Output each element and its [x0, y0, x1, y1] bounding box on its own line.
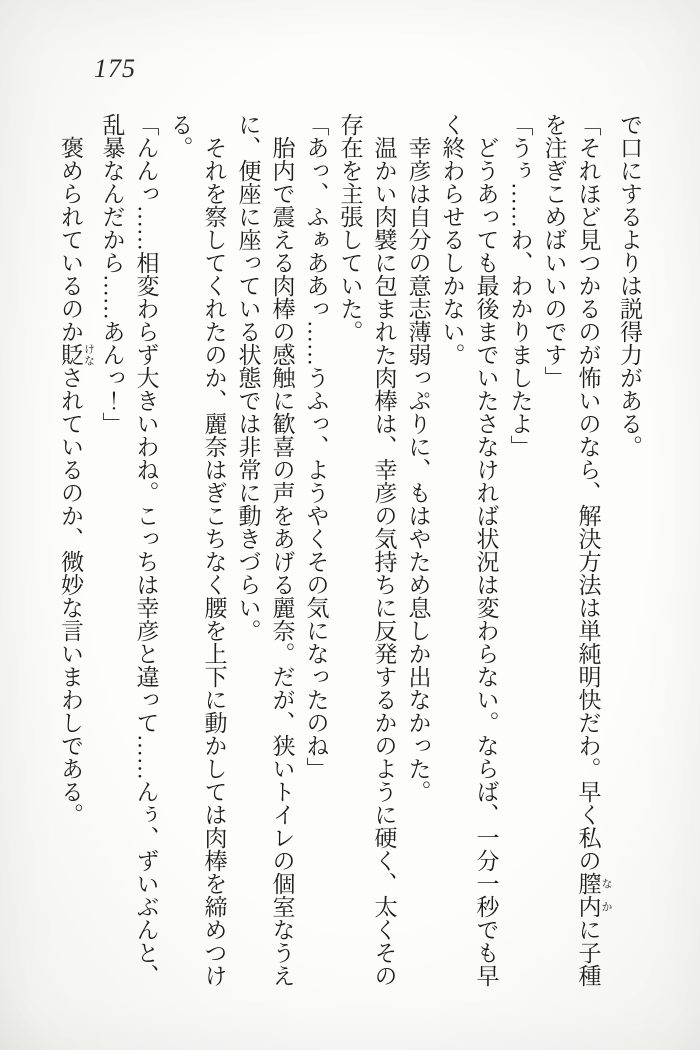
paragraph: 褒められているのか貶 けなされているのか、微妙な言いまわしである。	[58, 136, 95, 826]
paragraph: それを察してくれたのか、麗奈はぎこちなく腰を上下に動かしては肉棒を締めつける。	[167, 113, 227, 987]
paragraph: で口にするよりは説得力がある。	[617, 113, 642, 458]
paragraph: 温かい肉襞に包まれた肉棒は、幸彦の気持ちに反発するかのように硬く、太くその存在を主張していた。	[337, 113, 397, 987]
paragraph: 胎内で震える肉棒の感触に歓喜の声をあげる麗奈。だが、狭いトイレの個室なうえに、便座に座っている状態では非常に動きづらい。	[235, 113, 295, 987]
paragraph: 「うぅ……わ、わかりましたよ」	[507, 113, 533, 458]
paragraph: どうあっても最後までいたさなければ状況は変わらない。ならば、一分一秒でも早く終わらせるしかない。	[439, 113, 499, 987]
paragraph: 「あっ、ふぁああっ……うふっ、ようやくその気になったのね」	[303, 113, 329, 780]
paragraph: 「それほど見つかるのが怖いのなら、解決方法は単純明快だわ。早く私の膣内 なかに子種を注ぎこめばいいのです」	[541, 113, 612, 987]
body-text	[58, 113, 646, 987]
ruby-annotated-word: 貶 けな	[58, 343, 95, 366]
ruby-annotated-word: 膣内 なか	[575, 872, 612, 918]
paragraph: 幸彦は自分の意志薄弱っぷりに、もはやため息しか出なかった。	[405, 136, 431, 803]
paragraph: 「んんっ……相変わらず大きいわね。こっちは幸彦と違って……んぅ、ずいぶんと、乱暴なんだから……あんっ！」	[99, 113, 159, 987]
page-number: 175	[94, 54, 136, 83]
